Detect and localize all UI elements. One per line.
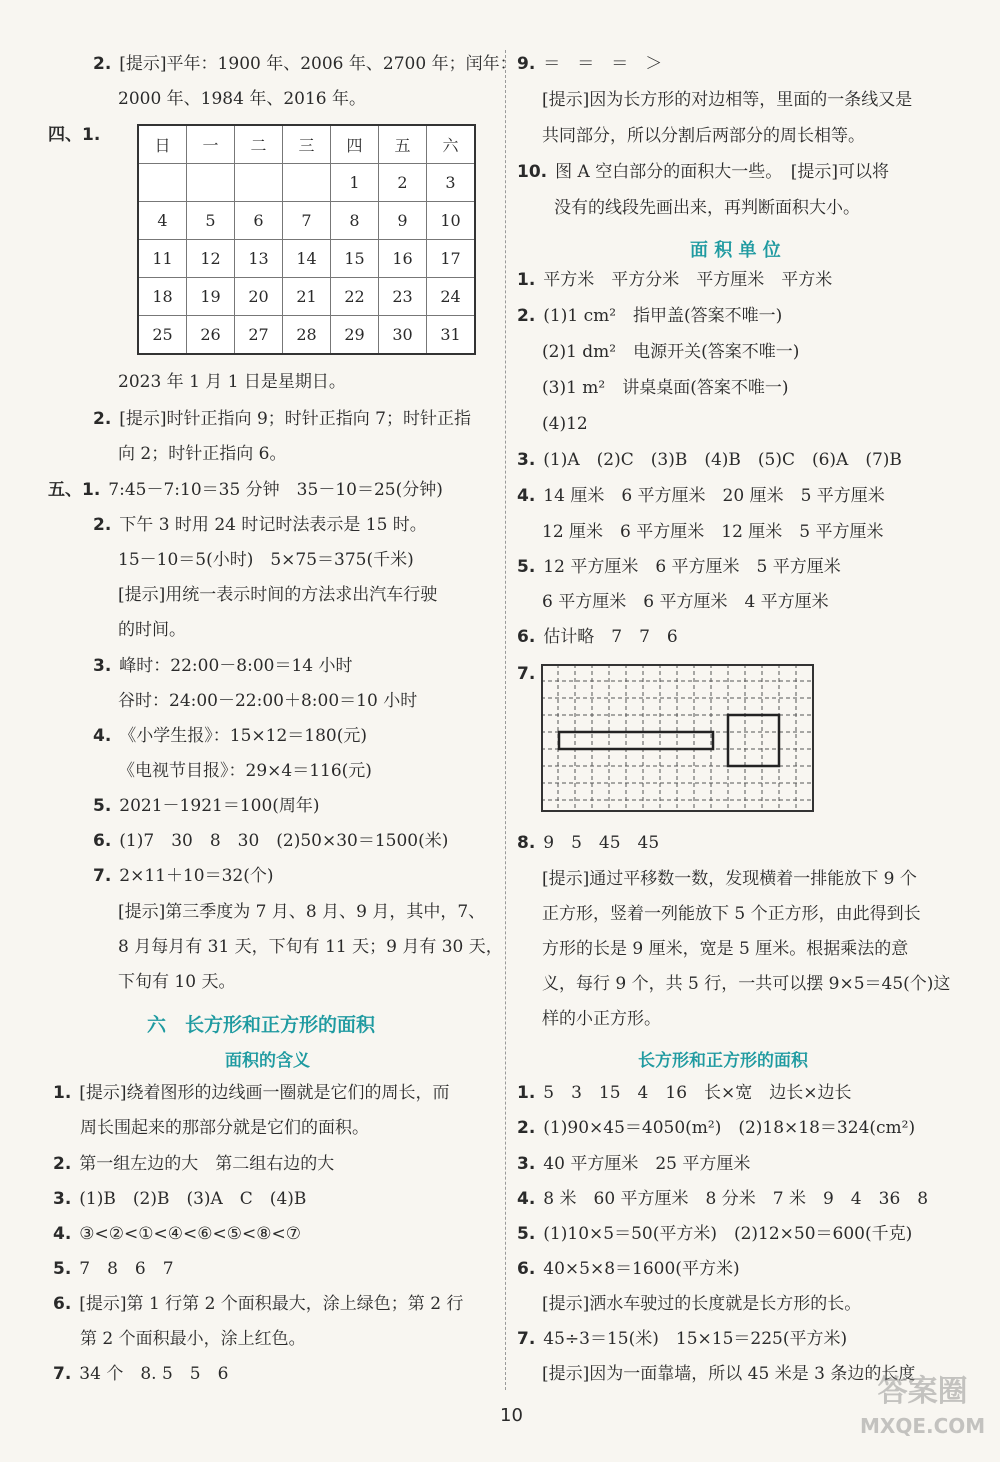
right-line bbox=[542, 1292, 861, 1316]
calendar-row bbox=[138, 278, 475, 316]
calendar-cell: 2 bbox=[379, 164, 427, 202]
left-line bbox=[93, 654, 353, 678]
right-line bbox=[517, 662, 543, 686]
right-line bbox=[517, 268, 832, 292]
item-text: 8 米 60 平方厘米 8 分米 7 米 9 4 36 8 bbox=[543, 1189, 929, 1209]
item-text: 正方形，竖着一列能放下 5 个正方形，由此得到长 bbox=[542, 904, 921, 924]
right-line bbox=[542, 972, 950, 996]
item-text: (2)1 dm² 电源开关(答案不唯一) bbox=[542, 342, 800, 362]
item-text: 共同部分，所以分割后两部分的周长相等。 bbox=[542, 126, 865, 146]
item-number: 6. bbox=[53, 1294, 72, 1314]
item-text: 向 2；时针正指向 6。 bbox=[118, 444, 287, 464]
calendar-cell: 28 bbox=[283, 316, 331, 355]
item-number: 6. bbox=[517, 1259, 536, 1279]
left-line bbox=[118, 370, 346, 394]
calendar-cell: 15 bbox=[331, 240, 379, 278]
calendar-cell: 30 bbox=[379, 316, 427, 355]
calendar-cell: 10 bbox=[427, 202, 476, 240]
item-number: 7. bbox=[517, 664, 536, 684]
item-number: 2. bbox=[93, 54, 112, 74]
right-line bbox=[542, 937, 908, 961]
left-line bbox=[53, 1222, 301, 1246]
item-number: 2. bbox=[93, 515, 112, 535]
calendar-cell: 9 bbox=[379, 202, 427, 240]
left-line bbox=[118, 618, 186, 642]
item-text: [提示]因为一面靠墙，所以 45 米是 3 条边的长度 bbox=[542, 1364, 916, 1384]
item-text: 40×5×8＝1600(平方米) bbox=[543, 1259, 740, 1279]
item-number: 4. bbox=[93, 726, 112, 746]
calendar-cell: 14 bbox=[283, 240, 331, 278]
column-divider bbox=[505, 50, 506, 1390]
left-line bbox=[118, 442, 286, 466]
calendar-table bbox=[137, 124, 476, 355]
item-number: 5. bbox=[517, 557, 536, 577]
left-line bbox=[118, 970, 235, 994]
calendar-cell bbox=[187, 164, 235, 202]
item-text: 周长围起来的那部分就是它们的面积。 bbox=[80, 1118, 369, 1138]
right-line bbox=[517, 1081, 852, 1105]
right-line bbox=[517, 160, 889, 184]
calendar-header-cell: 一 bbox=[187, 125, 235, 164]
calendar-cell: 7 bbox=[283, 202, 331, 240]
item-text: 的时间。 bbox=[118, 620, 186, 640]
left-line bbox=[53, 1257, 174, 1281]
calendar-row bbox=[138, 202, 475, 240]
left-line bbox=[93, 724, 367, 748]
calendar-cell: 1 bbox=[331, 164, 379, 202]
item-text: 40 平方厘米 25 平方厘米 bbox=[543, 1154, 751, 1174]
item-number: 2. bbox=[53, 1154, 72, 1174]
item-text: [提示]平年：1900 年、2006 年、2700 年；闰年： bbox=[119, 54, 517, 74]
left-line bbox=[53, 1152, 334, 1176]
calendar-header-cell: 三 bbox=[283, 125, 331, 164]
calendar-cell: 26 bbox=[187, 316, 235, 355]
subheading-rect-area: 长方形和正方形的面积 bbox=[638, 1051, 808, 1071]
item-number: 2. bbox=[517, 1118, 536, 1138]
right-line bbox=[542, 340, 799, 364]
right-line bbox=[517, 1187, 928, 1211]
item-number: 8. bbox=[517, 833, 536, 853]
calendar-cell: 27 bbox=[235, 316, 283, 355]
calendar-cell: 21 bbox=[283, 278, 331, 316]
left-line bbox=[93, 864, 274, 888]
right-line bbox=[542, 520, 884, 544]
item-text: [提示]因为长方形的对边相等，里面的一条线又是 bbox=[542, 90, 913, 110]
left-line bbox=[53, 1362, 228, 1386]
item-text: 没有的线段先画出来，再判断面积大小。 bbox=[554, 198, 860, 218]
item-text: [提示]绕着图形的边线画一圈就是它们的周长，而 bbox=[79, 1083, 450, 1103]
left-line bbox=[93, 407, 471, 431]
item-number: 3. bbox=[517, 1154, 536, 1174]
left-line bbox=[118, 87, 366, 111]
calendar-header-cell: 五 bbox=[379, 125, 427, 164]
calendar-header-cell: 四 bbox=[331, 125, 379, 164]
calendar-cell: 25 bbox=[138, 316, 187, 355]
subheading-area-meaning: 面积的含义 bbox=[225, 1051, 310, 1071]
right-line bbox=[517, 1327, 847, 1351]
item-number: 1. bbox=[53, 1083, 72, 1103]
right-line bbox=[542, 902, 921, 926]
item-number: 7. bbox=[517, 1329, 536, 1349]
item-text: 谷时：24:00－22:00＋8:00＝10 小时 bbox=[118, 691, 418, 711]
calendar-row bbox=[138, 240, 475, 278]
calendar-cell: 29 bbox=[331, 316, 379, 355]
item-number: 6. bbox=[93, 831, 112, 851]
item-text: 图 A 空白部分的面积大一些。 [提示]可以将 bbox=[555, 162, 889, 182]
watermark-line1: 答案圈 bbox=[877, 1374, 968, 1409]
item-text: 5 3 15 4 16 长×宽 边长×边长 bbox=[543, 1083, 852, 1103]
calendar-cell: 23 bbox=[379, 278, 427, 316]
calendar-row bbox=[138, 164, 475, 202]
calendar-cell: 4 bbox=[138, 202, 187, 240]
calendar-cell: 31 bbox=[427, 316, 476, 355]
left-line bbox=[118, 759, 372, 783]
item-text: 平方米 平方分米 平方厘米 平方米 bbox=[543, 270, 833, 290]
subheading-area-units: 面 积 单 位 bbox=[690, 240, 781, 261]
item-text: 下旬有 10 天。 bbox=[118, 972, 236, 992]
calendar-header-cell: 二 bbox=[235, 125, 283, 164]
item-number: 7. bbox=[93, 866, 112, 886]
right-line bbox=[542, 412, 588, 436]
left-line bbox=[93, 52, 517, 76]
right-line bbox=[517, 1257, 740, 1281]
item-text: [提示]第 1 行第 2 个面积最大，涂上绿色；第 2 行 bbox=[79, 1294, 464, 1314]
item-text: 义，每行 9 个，共 5 行，一共可以摆 9×5＝45(个)这 bbox=[542, 974, 951, 994]
right-line bbox=[542, 867, 917, 891]
item-number: 2. bbox=[93, 409, 112, 429]
item-number: 10. bbox=[517, 162, 548, 182]
item-number: 1. bbox=[517, 270, 536, 290]
item-text: 7:45－7:10＝35 分钟 35－10＝25(分钟) bbox=[108, 480, 443, 500]
item-number: 3. bbox=[53, 1189, 72, 1209]
right-line bbox=[542, 124, 865, 148]
item-number: 3. bbox=[517, 450, 536, 470]
calendar-cell: 11 bbox=[138, 240, 187, 278]
calendar-cell: 8 bbox=[331, 202, 379, 240]
calendar-header-cell: 六 bbox=[427, 125, 476, 164]
item-text: 第一组左边的大 第二组右边的大 bbox=[79, 1154, 335, 1174]
calendar-cell: 24 bbox=[427, 278, 476, 316]
item-text: 7 8 6 7 bbox=[79, 1259, 174, 1279]
right-line bbox=[542, 590, 829, 614]
item-text: (3)1 m² 讲桌桌面(答案不唯一) bbox=[542, 378, 789, 398]
page-number: 10 bbox=[500, 1405, 523, 1426]
calendar-cell: 5 bbox=[187, 202, 235, 240]
left-line bbox=[53, 1187, 306, 1211]
item-text: 12 平方厘米 6 平方厘米 5 平方厘米 bbox=[543, 557, 841, 577]
right-line bbox=[517, 831, 659, 855]
right-line bbox=[517, 555, 841, 579]
left-line bbox=[48, 123, 108, 147]
left-line bbox=[118, 583, 437, 607]
calendar-cell: 22 bbox=[331, 278, 379, 316]
right-line bbox=[517, 448, 902, 472]
item-text: [提示]时针正指向 9；时针正指向 7；时针正指 bbox=[119, 409, 472, 429]
item-text: 方形的长是 9 厘米，宽是 5 厘米。根据乘法的意 bbox=[542, 939, 909, 959]
item-text: 14 厘米 6 平方厘米 20 厘米 5 平方厘米 bbox=[543, 486, 885, 506]
item-text: 下午 3 时用 24 时记时法表示是 15 时。 bbox=[119, 515, 427, 535]
item-text: ＝ ＝ ＝ ＞ bbox=[543, 54, 663, 74]
left-line bbox=[118, 548, 414, 572]
item-text: (4)12 bbox=[542, 414, 588, 434]
watermark-line2: MXQE.COM bbox=[860, 1414, 986, 1438]
item-text: ③<②<①<④<⑥<⑤<⑧<⑦ bbox=[79, 1224, 301, 1244]
calendar-cell: 3 bbox=[427, 164, 476, 202]
right-line bbox=[517, 484, 885, 508]
item-number: 4. bbox=[53, 1224, 72, 1244]
right-line bbox=[542, 88, 912, 112]
right-line bbox=[554, 196, 860, 220]
calendar-cell: 6 bbox=[235, 202, 283, 240]
calendar-cell bbox=[235, 164, 283, 202]
item-text: 第 2 个面积最小，涂上红色。 bbox=[80, 1329, 306, 1349]
left-line bbox=[80, 1116, 369, 1140]
item-text: (1)90×45＝4050(m²) (2)18×18＝324(cm²) bbox=[543, 1118, 916, 1138]
item-text: [提示]用统一表示时间的方法求出汽车行驶 bbox=[118, 585, 438, 605]
item-text: 2×11＋10＝32(个) bbox=[119, 866, 274, 886]
right-line bbox=[517, 304, 782, 328]
item-text: 《小学生报》：15×12＝180(元) bbox=[119, 726, 368, 746]
item-number: 4. bbox=[517, 486, 536, 506]
item-text: (1)1 cm² 指甲盖(答案不唯一) bbox=[543, 306, 783, 326]
right-line bbox=[517, 52, 662, 76]
calendar-cell bbox=[283, 164, 331, 202]
item-text: 2021－1921＝100(周年) bbox=[119, 796, 320, 816]
left-line bbox=[93, 513, 427, 537]
item-number: 五、1. bbox=[48, 480, 101, 500]
item-text: (1)10×5＝50(平方米) (2)12×50＝600(千克) bbox=[543, 1224, 913, 1244]
left-line bbox=[93, 829, 448, 853]
calendar-cell: 12 bbox=[187, 240, 235, 278]
item-text: (1)7 30 8 30 (2)50×30＝1500(米) bbox=[119, 831, 449, 851]
calendar-cell: 16 bbox=[379, 240, 427, 278]
item-text: [提示]洒水车驶过的长度就是长方形的长。 bbox=[542, 1294, 862, 1314]
left-line bbox=[53, 1292, 463, 1316]
item-number: 1. bbox=[517, 1083, 536, 1103]
item-number: 5. bbox=[93, 796, 112, 816]
calendar-cell: 13 bbox=[235, 240, 283, 278]
left-line bbox=[93, 794, 320, 818]
item-text: 9 5 45 45 bbox=[543, 833, 660, 853]
right-line bbox=[517, 1222, 912, 1246]
right-line bbox=[517, 1152, 750, 1176]
calendar-cell: 17 bbox=[427, 240, 476, 278]
section-heading-area: 六 长方形和正方形的面积 bbox=[147, 1014, 376, 1036]
left-line bbox=[118, 935, 503, 959]
watermark bbox=[860, 1375, 985, 1443]
item-text: 8 月每月有 31 天，下旬有 11 天；9 月有 30 天， bbox=[118, 937, 503, 957]
calendar-cell: 19 bbox=[187, 278, 235, 316]
item-text: [提示]通过平移数一数，发现横着一排能放下 9 个 bbox=[542, 869, 917, 889]
calendar-header-cell: 日 bbox=[138, 125, 187, 164]
item-text: (1)B (2)B (3)A C (4)B bbox=[79, 1189, 307, 1209]
long-rectangle bbox=[559, 732, 713, 749]
calendar-cell: 20 bbox=[235, 278, 283, 316]
item-text: (1)A (2)C (3)B (4)B (5)C (6)A (7)B bbox=[543, 450, 902, 470]
item-text: 估计略 7 7 6 bbox=[543, 627, 678, 647]
calendar-cell: 18 bbox=[138, 278, 187, 316]
item-text: 2023 年 1 月 1 日是星期日。 bbox=[118, 372, 346, 392]
item-text: 6 平方厘米 6 平方厘米 4 平方厘米 bbox=[542, 592, 829, 612]
right-line bbox=[517, 1116, 915, 1140]
left-line bbox=[48, 478, 443, 502]
left-line bbox=[118, 900, 485, 924]
calendar-cell bbox=[138, 164, 187, 202]
item-text: 样的小正方形。 bbox=[542, 1009, 661, 1029]
right-line bbox=[542, 376, 789, 400]
item-number: 4. bbox=[517, 1189, 536, 1209]
item-number: 5. bbox=[517, 1224, 536, 1244]
item-text: 34 个 8. 5 5 6 bbox=[79, 1364, 229, 1384]
item-number: 6. bbox=[517, 627, 536, 647]
calendar-row bbox=[138, 316, 475, 355]
left-line bbox=[80, 1327, 306, 1351]
left-line bbox=[53, 1081, 450, 1105]
item-text: 2000 年、1984 年、2016 年。 bbox=[118, 89, 367, 109]
item-text: 峰时：22:00－8:00＝14 小时 bbox=[119, 656, 353, 676]
item-number: 7. bbox=[53, 1364, 72, 1384]
right-line bbox=[542, 1007, 661, 1031]
item-number: 9. bbox=[517, 54, 536, 74]
item-text: 《电视节目报》：29×4＝116(元) bbox=[118, 761, 372, 781]
item-number: 5. bbox=[53, 1259, 72, 1279]
item-text: 45÷3＝15(米) 15×15＝225(平方米) bbox=[543, 1329, 848, 1349]
item-number: 3. bbox=[93, 656, 112, 676]
square-shape bbox=[728, 715, 779, 766]
right-line bbox=[517, 625, 678, 649]
item-number: 四、1. bbox=[48, 125, 101, 145]
item-text: 15－10＝5(小时) 5×75＝375(千米) bbox=[118, 550, 414, 570]
item-number: 2. bbox=[517, 306, 536, 326]
item-text: 12 厘米 6 平方厘米 12 厘米 5 平方厘米 bbox=[542, 522, 884, 542]
left-line bbox=[118, 689, 417, 713]
grid-diagram bbox=[541, 664, 815, 814]
item-text: [提示]第三季度为 7 月、8 月、9 月，其中，7、 bbox=[118, 902, 486, 922]
